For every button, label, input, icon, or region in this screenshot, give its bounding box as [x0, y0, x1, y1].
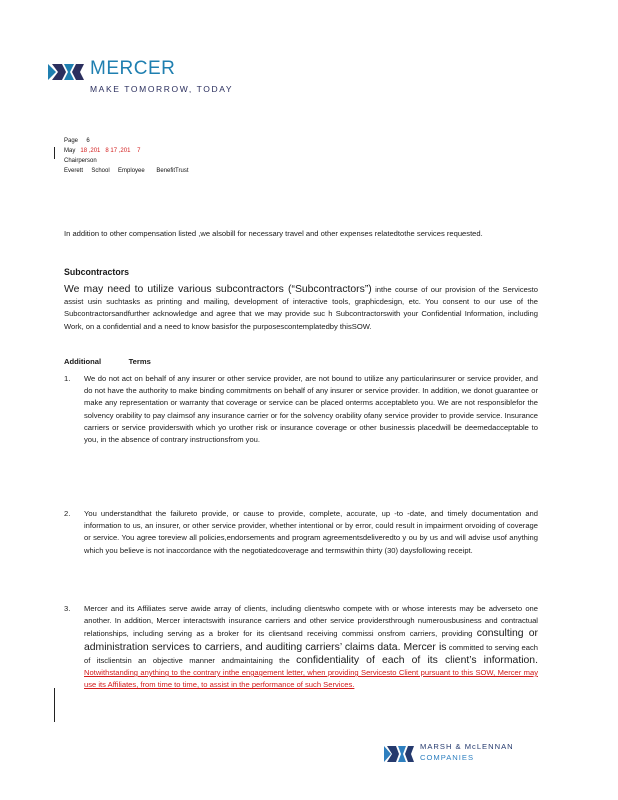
- marsh-mclennan-logo: [384, 740, 544, 770]
- subcontractors-paragraph: [64, 283, 538, 333]
- date-line: [64, 146, 189, 156]
- subcontractors-heading: Subcontractors: [64, 267, 130, 277]
- page-label: Page: [64, 138, 79, 144]
- additional-terms-heading: [64, 357, 151, 366]
- mercer-wordmark: MERCER: [90, 58, 176, 79]
- mercer-tagline: MAKE TOMORROW, TODAY: [90, 84, 234, 94]
- date-revision: 18 ,201 8 17 ,201 7: [80, 148, 141, 154]
- term-item-3: [64, 603, 538, 691]
- recipient-org: Everett School Employee BenefitTrust: [64, 168, 189, 174]
- term-text: [84, 603, 538, 691]
- mmc-mark-icon: [384, 742, 414, 766]
- term-item-2: [64, 508, 538, 557]
- term-3-part-b: consulting or administration services to carriers, and auditing carriers’ claims data. Mercer is: [84, 628, 538, 653]
- recipient-role: Chairperson: [64, 158, 97, 164]
- subcontractors-rest: inthe course of our provision of the Servicesto assist usin suchtasks as printing and mailing, development of interactive tools, graphicdesign, etc. You consent to our use of the Subcontractorsandfurther acknowledge and agree that we may provide suc h Subcontractorswith your Confidential Information, including Work, on a confidential and a need to know basisfor the purposescontemplatedby thisSOW.: [64, 285, 538, 331]
- term-number: 1.: [64, 374, 71, 383]
- intro-paragraph: In addition to other compensation listed ,we alsobill for necessary travel and other expenses relatedtothe services requested.: [64, 229, 483, 238]
- letter-header: [64, 136, 189, 176]
- term-3-inserted-text: Notwithstanding anything to the contrary inthe engagement letter, when providing Servicesto Client pursuant to this SOW, Mercer may use its Affiliates, from time to time, to assist in the performance of such Services.: [84, 668, 538, 690]
- term-number: 2.: [64, 509, 71, 518]
- term-3-part-c: committed to serving each of itsclientsin an objective manner andmaintaining the: [84, 642, 538, 665]
- revision-bar: [54, 147, 55, 159]
- mmc-companies: COMPANIES: [420, 753, 475, 762]
- term-text: You understandthat the failureto provide, or cause to provide, complete, accurate, up -to -date, and timely documentation and information to us, an insurer, or other service provider, whether intentional or by error, could result in impairment orvoiding of coverage or service. You agree toreview all policies,endorsements and program agreementsdeliveredto y ou by us and will advise usof anything which you believe is not inaccordance with the negotiatedcoverage and termswithin thirty (30) daysfollowing receipt.: [84, 509, 538, 555]
- page-line: [64, 136, 189, 146]
- date-prefix: May: [64, 148, 76, 154]
- term-3-part-a: Mercer and its Affiliates serve awide array of clients, including clientswho compete with or whose interests may be adverseto one another. In addition, Mercer interactswith insurance carriers and other service providersthrough numerousbusiness and contractual relationships, including serving as a broker for its clientsand receiving commissi onsfrom carriers, providing: [84, 604, 538, 639]
- term-3-part-d: confidentiality of each of its client’s information.: [296, 654, 538, 666]
- term-number: 3.: [64, 604, 71, 613]
- mercer-mark-icon: [48, 60, 84, 84]
- mmc-wordmark: MARSH & McLENNAN: [420, 742, 514, 751]
- additional-terms-heading-a: Additional: [64, 357, 102, 366]
- term-item-1: [64, 373, 538, 446]
- additional-terms-heading-b: Terms: [128, 357, 151, 366]
- subcontractors-lead: We may need to utilize various subcontractors (“Subcontractors”): [64, 284, 372, 295]
- revision-bar: [54, 688, 55, 722]
- term-text: We do not act on behalf of any insurer or other service provider, are not bound to utilize any particularinsurer or service provider, and do not have the authority to make binding commitments on behalf of any insurer or service provider. In addition, we donot guarantee or make any representation or warranty that coverage or service can be placed onterms acceptableto you. We are not responsiblefor the solvency orability to pay claimsof any insurance carrier or for the solvency orability ofany service provider to provide service. Insurance carriers or service providerswith which yo urother risk or insurance coverage or other businessis placedwill be deemedacceptable to you, in the absence of contrary instructionsfrom you.: [84, 374, 538, 445]
- mercer-logo: [48, 58, 248, 98]
- page-number: 6: [86, 138, 90, 144]
